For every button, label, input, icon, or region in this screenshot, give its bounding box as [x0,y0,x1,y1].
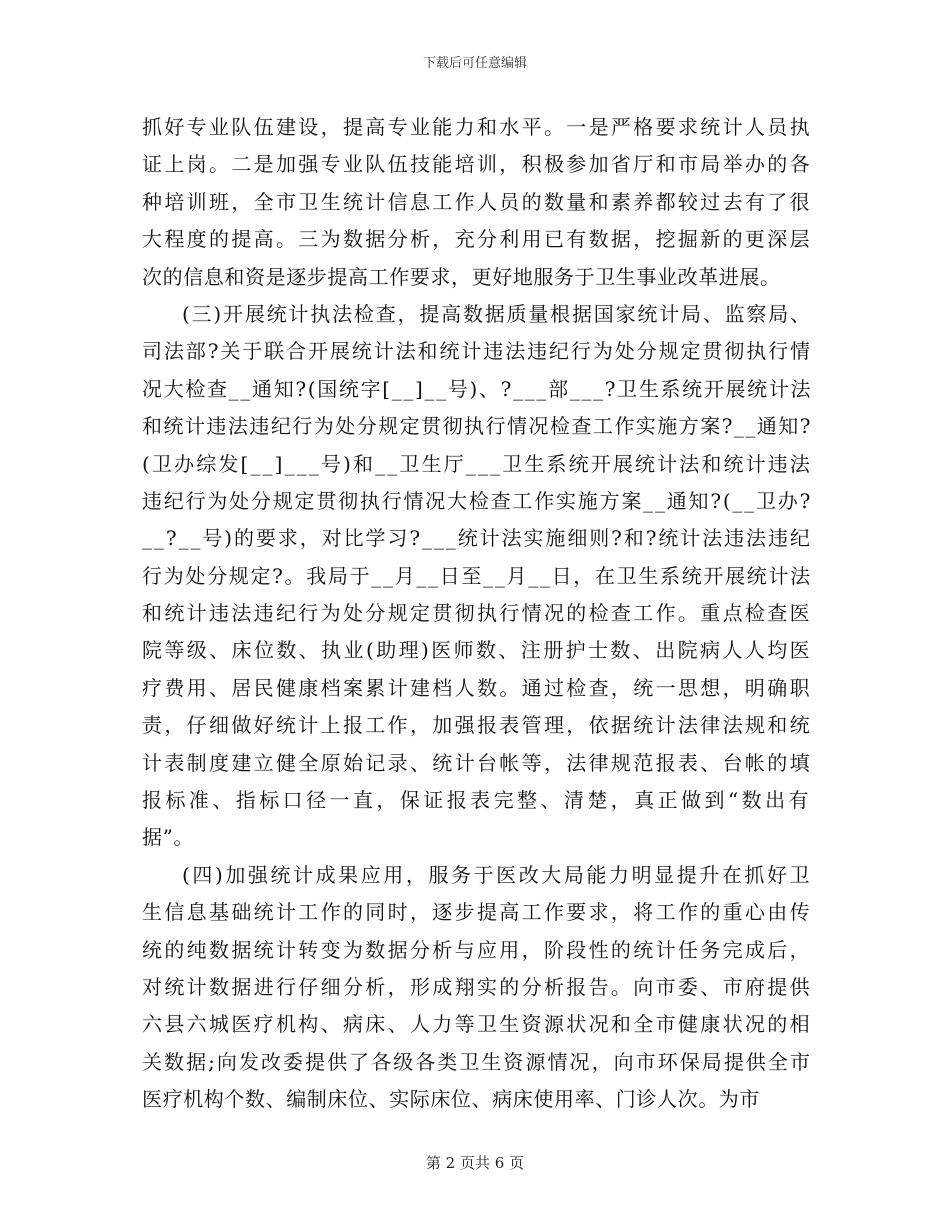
page-header: 下载后可任意编辑 [422,56,527,71]
text-line: 院等级、床位数、执业(助理)医师数、注册护士数、出院病人人均医 [142,638,813,663]
page-footer: 第 2 页共 6 页 [425,1154,525,1172]
text-line: 统的纯数据统计转变为数据分析与应用，阶段性的统计任务完成后， [142,937,812,962]
text-line: 医疗机构个数、编制床位、实际床位、病床使用率、门诊人次。为市 [142,1087,760,1112]
text-line: 种培训班，全市卫生统计信息工作人员的数量和素养都较过去有了很 [142,189,812,214]
text-line: 据”。 [142,825,195,850]
text-line: 关数据;向发改委提供了各级各类卫生资源情况，向市环保局提供全市 [142,1049,812,1074]
text-line: 报标准、指标口径一直，保证报表完整、清楚，真正做到“数出有 [142,788,812,813]
text-line: 计表制度建立健全原始记录、统计台帐等，法律规范报表、台帐的填 [142,750,812,775]
body-text [142,109,812,1119]
text-line: 司法部?关于联合开展统计法和统计违法违纪行为处分规定贯彻执行情 [142,339,812,364]
text-line: 生信息基础统计工作的同时，逐步提高工作要求，将工作的重心由传 [142,900,812,925]
text-line: (三)开展统计执法检查，提高数据质量根据国家统计局、监察局、 [182,301,812,326]
text-line: 次的信息和资是逐步提高工作要求，更好地服务于卫生事业改革进展。 [142,264,781,289]
text-line: 责，仔细做好统计上报工作，加强报表管理，依据统计法律法规和统 [142,713,812,738]
text-line: 和统计违法违纪行为处分规定贯彻执行情况的检查工作。重点检查医 [142,601,812,626]
text-line: 疗费用、居民健康档案累计建档人数。通过检查，统一思想，明确职 [142,675,812,700]
text-line: 行为处分规定?。我局于__月__日至__月__日，在卫生系统开展统计法 [142,563,812,588]
text-line: 六县六城医疗机构、病床、人力等卫生资源状况和全市健康状况的相 [142,1012,812,1037]
text-line: 大程度的提高。三为数据分析，充分利用已有数据，挖掘新的更深层 [142,227,812,252]
text-line: (四)加强统计成果应用，服务于医改大局能力明显提升在抓好卫 [182,862,813,887]
text-line: 况大检查__通知?(国统字[__]__号)、?___部___?卫生系统开展统计法 [142,376,813,401]
text-line: __?__号)的要求，对比学习?___统计法实施细则?和?统计法违法违纪 [142,526,812,551]
text-line: (卫办综发[__]___号)和__卫生厅___卫生系统开展统计法和统计违法 [142,451,813,476]
text-line: 抓好专业队伍建设，提高专业能力和水平。一是严格要求统计人员执 [142,115,812,139]
text-line: 违纪行为处分规定贯彻执行情况大检查工作实施方案__通知?(__卫办? [142,488,813,513]
text-line: 证上岗。二是加强专业队伍技能培训，积极参加省厅和市局举办的各 [142,152,812,177]
text-line: 对统计数据进行仔细分析，形成翔实的分析报告。向市委、市府提供 [142,974,812,999]
text-line: 和统计违法违纪行为处分规定贯彻执行情况检查工作实施方案?__通知? [142,414,812,439]
